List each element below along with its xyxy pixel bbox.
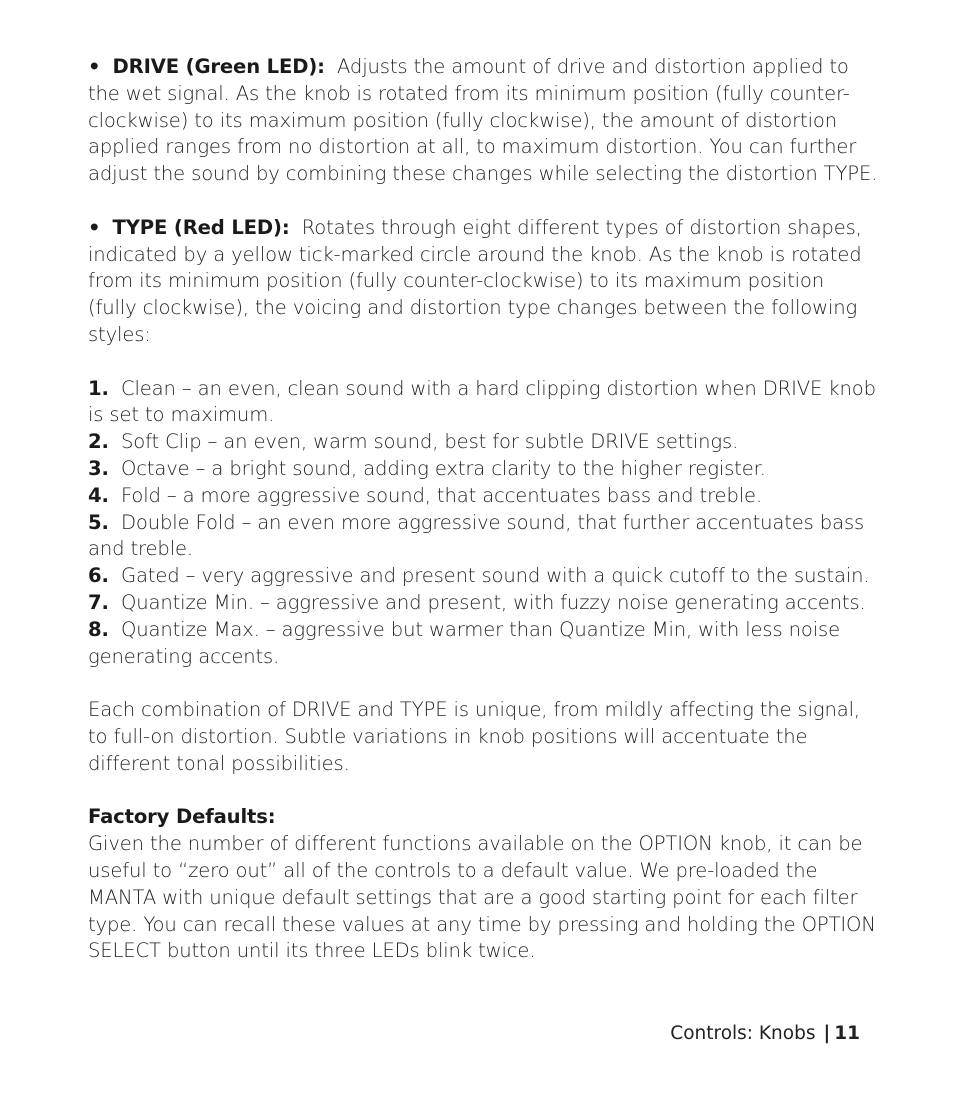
- footer-separator: |: [823, 1023, 831, 1044]
- bullet: •: [88, 215, 101, 239]
- list-item-number: 5.: [88, 510, 109, 534]
- list-item-text: Gated – very aggressive and present sound with a quick cutoff to the sustain.: [120, 564, 870, 588]
- list-item-text: Octave – a bright sound, adding extra clarity to the higher register.: [120, 456, 766, 480]
- paragraph-gap: [88, 188, 878, 215]
- list-item-text: Soft Clip – an even, warm sound, best for subtle DRIVE settings.: [120, 430, 739, 454]
- factory-defaults-title: Factory Defaults:: [88, 805, 276, 829]
- list-item: [88, 617, 878, 671]
- drive-description: Adjusts the amount of drive and distortion applied to the wet signal. As the knob is rotated from its minimum position (fully counter-clockwise) to its maximum position (fully clockwise), the amount of distortion applied ranges from no distortion at all, to maximum distortion. You can further adjust the sound by combining these changes while selecting the distortion TYPE.: [88, 55, 878, 186]
- type-description: Rotates through eight different types of distortion shapes, indicated by a yellow tick-marked circle around the knob. As the knob is rotated from its minimum position (fully counter-clockwise) to its maximum position (fully clockwise), the voicing and distortion type changes between the following styles:: [88, 215, 862, 346]
- list-item: [88, 376, 878, 430]
- bullet: •: [88, 55, 101, 78]
- list-item-number: 4.: [88, 483, 109, 507]
- list-item-number: 7.: [88, 590, 109, 614]
- list-item-text: Fold – a more aggressive sound, that accentuates bass and treble.: [120, 483, 763, 507]
- type-paragraph: [88, 215, 878, 349]
- list-item: [88, 563, 878, 590]
- paragraph-gap: [88, 349, 878, 376]
- list-item-text: Quantize Max. – aggressive but warmer than Quantize Min, with less noise generating accents.: [88, 617, 840, 668]
- type-heading: TYPE (Red LED):: [112, 215, 290, 239]
- combination-paragraph: Each combination of DRIVE and TYPE is unique, from mildly affecting the signal, to full-on distortion. Subtle variations in knob positions will accentuate the different tonal possibilities.: [88, 698, 861, 775]
- list-item-text: Clean – an even, clean sound with a hard clipping distortion when DRIVE knob is set to maximum.: [88, 376, 876, 427]
- page-number: 11: [834, 1023, 860, 1044]
- list-item-number: 1.: [88, 376, 109, 400]
- list-item-number: 8.: [88, 617, 109, 641]
- list-item-number: 2.: [88, 430, 109, 454]
- list-item-number: 6.: [88, 564, 109, 588]
- factory-defaults-paragraph: Given the number of different functions available on the OPTION knob, it can be useful to “zero out” all of the controls to a default value. We pre-loaded the MANTA with unique default settings that are a good starting point for each filter type. You can recall these values at any time by pressing and holding the OPTION SELECT button until its three LEDs blink twice.: [88, 832, 876, 963]
- footer-section-title: Controls: Knobs: [670, 1023, 816, 1044]
- list-item: [88, 510, 878, 564]
- manual-page-body: [88, 54, 878, 965]
- list-item-text: Quantize Min. – aggressive and present, with fuzzy noise generating accents.: [120, 590, 866, 614]
- list-item: [88, 483, 878, 510]
- list-item: [88, 429, 878, 456]
- drive-heading: DRIVE (Green LED):: [112, 55, 325, 78]
- list-item: [88, 590, 878, 617]
- page-footer: [670, 1021, 860, 1047]
- distortion-style-list: [88, 376, 878, 671]
- paragraph-gap: [88, 670, 878, 697]
- list-item-number: 3.: [88, 456, 109, 480]
- list-item: [88, 456, 878, 483]
- list-item-text: Double Fold – an even more aggressive sound, that further accentuates bass and treble.: [88, 510, 865, 561]
- paragraph-gap: [88, 778, 878, 805]
- drive-paragraph: [88, 54, 878, 188]
- factory-defaults-heading: [88, 804, 878, 831]
